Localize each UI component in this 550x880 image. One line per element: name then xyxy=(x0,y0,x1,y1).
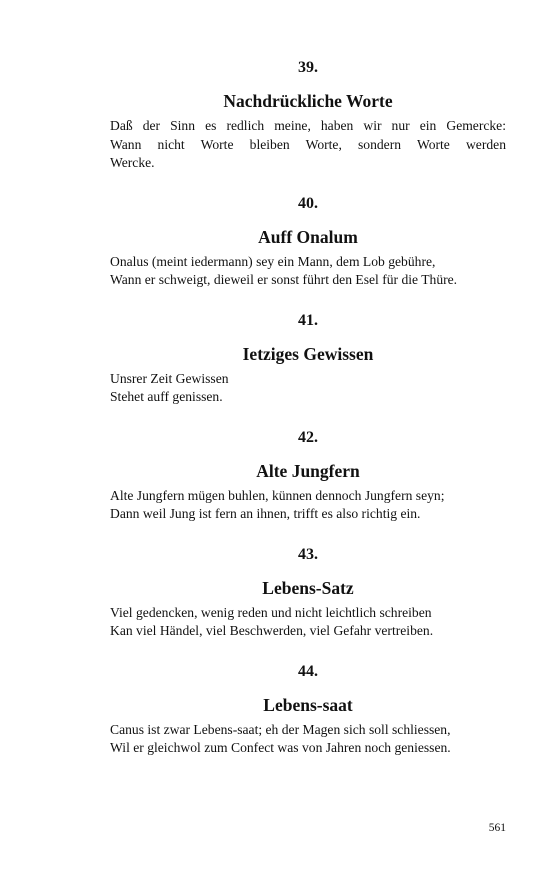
poem-line: Unsrer Zeit Gewissen xyxy=(110,370,229,386)
poem-line: Stehet auff genissen. xyxy=(110,389,223,404)
poem-line: Wercke. xyxy=(110,155,155,170)
page-body xyxy=(110,58,506,779)
poem-line: Wann nicht Worte bleiben Worte, sondern Worte werden xyxy=(110,136,506,152)
poem-line: Onalus (meint iedermann) sey ein Mann, dem Lob gebühre, xyxy=(110,253,436,269)
poem-42 xyxy=(110,428,506,524)
poem-line: Wil er gleichwol zum Confect was von Jahren noch geniessen. xyxy=(110,740,451,755)
poem-line: Dann weil Jung ist fern an ihnen, trifft es also richtig ein. xyxy=(110,506,421,521)
poem-number: 39. xyxy=(298,59,318,76)
poem-line: Viel gedencken, wenig reden und nicht leichtlich schreiben xyxy=(110,604,432,620)
poem-number: 44. xyxy=(298,662,318,680)
poem-title: Nachdrückliche Worte xyxy=(223,91,393,111)
poem-line: Kan viel Händel, viel Beschwerden, viel Gefahr vertreiben. xyxy=(110,623,434,638)
poem-number: 43. xyxy=(298,545,318,563)
poem-title: Lebens-Satz xyxy=(262,577,354,598)
poem-line: Canus ist zwar Lebens-saat; eh der Magen sich soll schliessen, xyxy=(110,721,451,737)
poem-40 xyxy=(110,194,506,290)
poem-number: 42. xyxy=(298,428,318,446)
poem-line: Wann er schweigt, dieweil er sonst führt den Esel für die Thüre. xyxy=(110,272,458,287)
page-number: 561 xyxy=(488,822,506,834)
poem-44 xyxy=(110,662,506,758)
poem-number: 41. xyxy=(298,311,318,329)
poem-line: Alte Jungfern mügen buhlen, künnen dennoch Jungfern seyn; xyxy=(110,487,445,503)
poem-number: 40. xyxy=(298,194,318,212)
poem-title: Ietziges Gewissen xyxy=(242,343,374,364)
poem-title: Lebens-saat xyxy=(263,694,353,715)
poem-title: Alte Jungfern xyxy=(256,460,360,481)
poem-39 xyxy=(110,58,506,173)
poem-line: Daß der Sinn es redlich meine, haben wir nur ein Gemercke: xyxy=(110,118,506,133)
poem-43 xyxy=(110,545,506,641)
poem-title: Auff Onalum xyxy=(258,226,358,247)
poem-41 xyxy=(110,311,506,407)
